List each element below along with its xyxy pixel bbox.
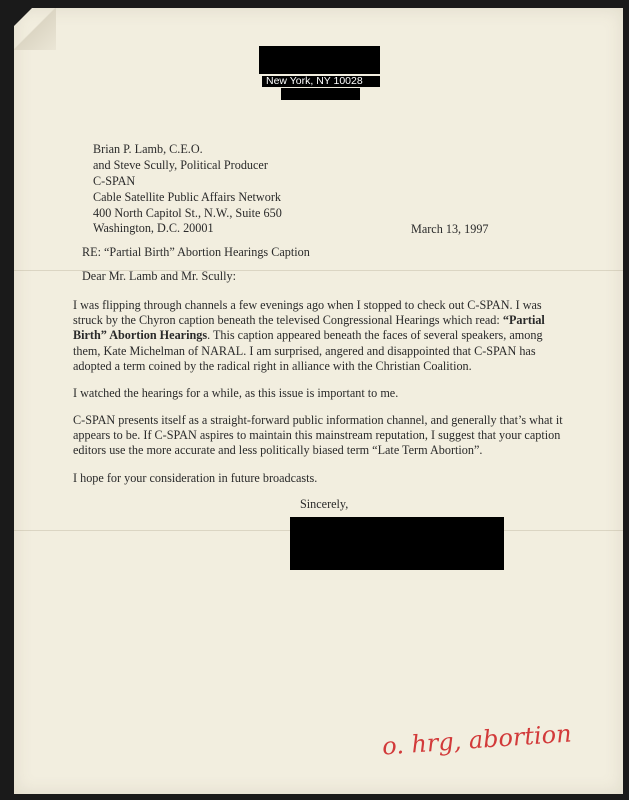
recipient-line: Cable Satellite Public Affairs Network xyxy=(93,190,281,204)
subject-line: RE: “Partial Birth” Abortion Hearings Caption xyxy=(82,245,310,259)
page-corner-shadow xyxy=(0,0,40,40)
letterhead-city: New York, NY 10028 xyxy=(266,75,363,87)
body-paragraph-1: I was flipping through channels a few evenings ago when I stopped to check out C-SPAN. I was struck by the Chyron caption beneath the televised Congressional Hearings which read: “Partial Birth” Abortion Hearings. This caption appeared beneath the faces of several speakers, among them, Kate Michelman of NARAL. I am surprised, angered and disappointed that C-SPAN has adopted a term coined by the radical right in alliance with the Christian Coalition. xyxy=(73,298,545,373)
recipient-line: 400 North Capitol St., N.W., Suite 650 xyxy=(93,206,282,220)
recipient-line: C-SPAN xyxy=(93,174,136,188)
body-paragraph-3: C-SPAN presents itself as a straight-forward public information channel, and generally that’s what it appears to be. If C-SPAN aspires to maintain this mainstream reputation, I suggest that your caption editors use the more accurate and less politically biased term “Late Term Abortion”. xyxy=(73,413,563,458)
letter-date: March 13, 1997 xyxy=(411,222,489,236)
closing: Sincerely, xyxy=(300,497,349,511)
redacted-signature xyxy=(290,517,504,570)
recipient-line: and Steve Scully, Political Producer xyxy=(93,158,268,172)
salutation: Dear Mr. Lamb and Mr. Scully: xyxy=(82,269,237,283)
redacted-sender-name xyxy=(259,46,380,74)
recipient-line: Brian P. Lamb, C.E.O. xyxy=(93,142,203,156)
body-paragraph-4: I hope for your consideration in future broadcasts. xyxy=(73,471,318,485)
body-paragraph-2: I watched the hearings for a while, as this issue is important to me. xyxy=(73,386,399,400)
caption-quote: “Partial Birth” Abortion Hearings xyxy=(73,313,545,343)
redacted-phone xyxy=(281,88,360,100)
recipient-line: Washington, D.C. 20001 xyxy=(93,221,214,235)
handwritten-annotation: o. hrg, abortion xyxy=(381,719,573,761)
